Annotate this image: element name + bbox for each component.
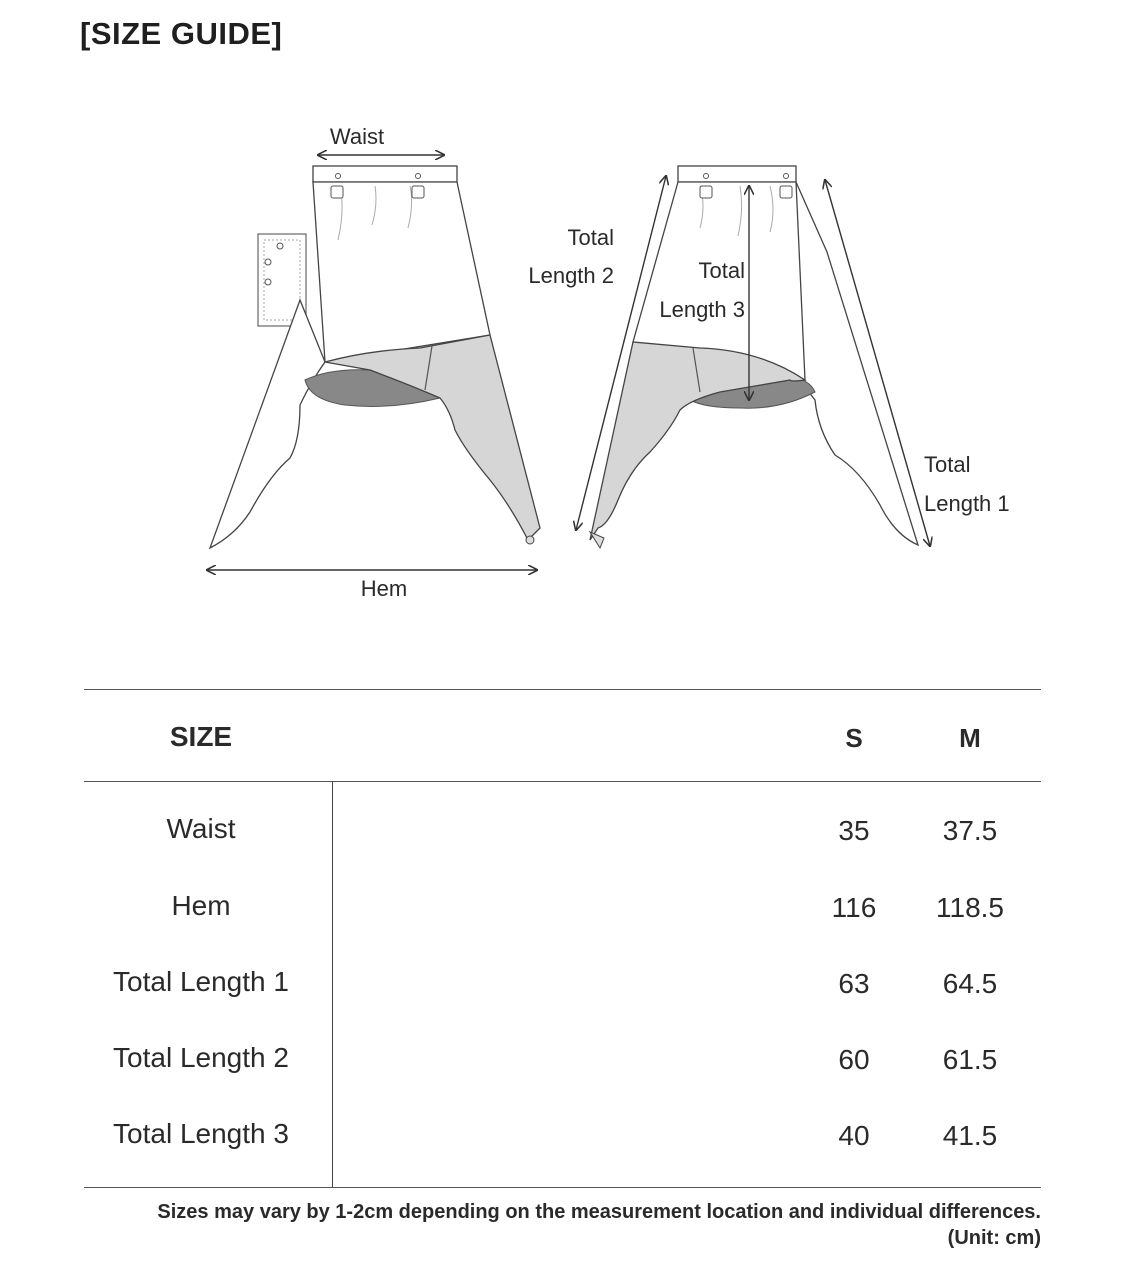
size-header: SIZE [169, 721, 233, 752]
row-value-s: 35 [838, 815, 870, 846]
back-lower-panel [590, 342, 805, 540]
row-value-s: 116 [831, 892, 877, 923]
row-value-m: 118.5 [936, 892, 1004, 923]
total-length-1-label-line1: Total [924, 452, 971, 477]
row-value-m: 61.5 [942, 1044, 998, 1075]
total-length-3-label-line2: Length 3 [659, 297, 745, 322]
back-waistband [678, 166, 796, 182]
row-label: Total Length 3 [113, 1118, 289, 1149]
row-label: Waist [166, 813, 236, 844]
table-bottom-rule [84, 1187, 1041, 1188]
total-length-1-label-line2: Length 1 [924, 491, 1010, 516]
row-value-s: 40 [838, 1120, 870, 1151]
front-view-drawing [210, 166, 540, 548]
hem-label: Hem [360, 576, 408, 601]
garment-diagram [0, 0, 1125, 640]
total-length-3-label-line1: Total [698, 258, 745, 283]
back-view-drawing [590, 166, 918, 548]
row-value-s: 60 [838, 1044, 870, 1075]
page-title: [SIZE GUIDE] [80, 16, 283, 51]
row-label: Total Length 2 [113, 1042, 289, 1073]
front-lower-panel [325, 335, 540, 540]
tab-icon [780, 186, 792, 198]
row-value-m: 37.5 [942, 815, 998, 846]
row-value-m: 41.5 [942, 1120, 998, 1151]
tab-icon [412, 186, 424, 198]
row-label: Total Length 1 [113, 966, 289, 997]
row-value-m: 64.5 [942, 968, 998, 999]
table-header-rule [84, 781, 1041, 782]
row-value-s: 63 [838, 968, 870, 999]
row-label: Hem [171, 890, 231, 921]
back-right-panel [790, 182, 918, 545]
table-column-divider [332, 781, 333, 1187]
size-header-m: M [959, 723, 981, 753]
total-length-2-label-line1: Total [567, 225, 614, 250]
tab-icon [700, 186, 712, 198]
tab-icon [331, 186, 343, 198]
waist-label: Waist [329, 124, 385, 149]
table-top-rule [84, 689, 1041, 690]
unit-note: (Unit: cm) [947, 1227, 1041, 1249]
variance-note: Sizes may vary by 1-2cm depending on the measurement location and individual differences. [157, 1201, 1041, 1223]
size-header-s: S [845, 723, 863, 753]
front-waistband [313, 166, 457, 182]
front-left-panel [210, 300, 325, 548]
total-length-2-label-line2: Length 2 [528, 263, 614, 288]
front-skirt-body [313, 182, 490, 362]
